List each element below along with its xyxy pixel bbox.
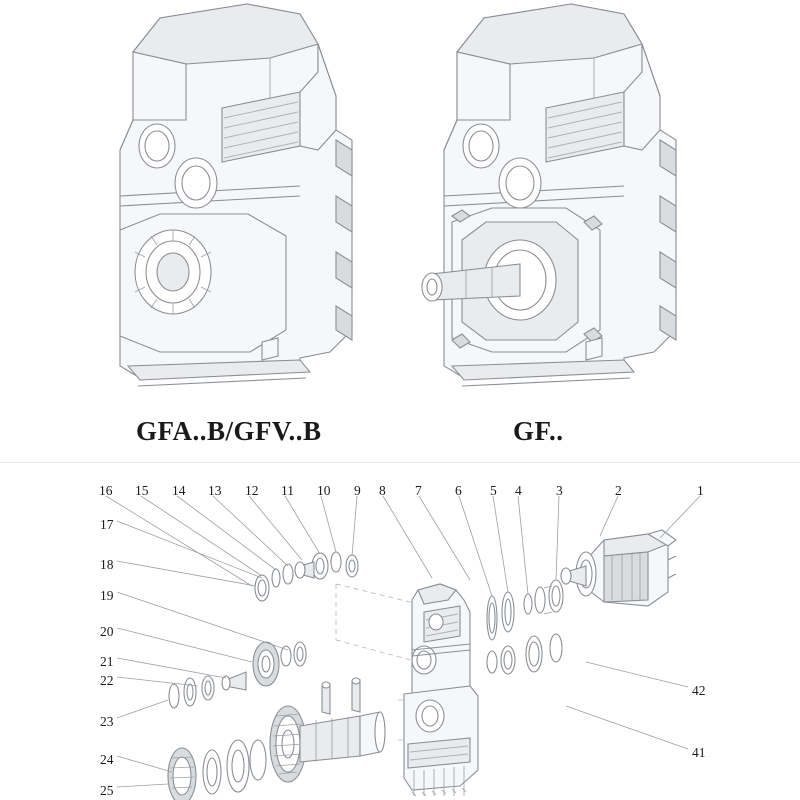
callout-number-top: 5 <box>490 483 497 498</box>
callout-number-right: 41 <box>692 745 706 760</box>
callout-number-top: 14 <box>172 483 186 498</box>
callout-number-left: 25 <box>100 783 114 798</box>
callout-number-top: 12 <box>245 483 259 498</box>
callout-number-top: 1 <box>697 483 704 498</box>
leader-lines-right <box>566 662 688 749</box>
callout-number-top: 3 <box>556 483 563 498</box>
callout-number-right: 42 <box>692 683 706 698</box>
callout-number-top: 13 <box>208 483 222 498</box>
callout-number-top: 15 <box>135 483 149 498</box>
exploded-assembly <box>106 496 700 800</box>
callout-number-top: 6 <box>455 483 462 498</box>
callout-number-left: 24 <box>100 752 114 767</box>
motor-adapter <box>561 530 676 606</box>
housing-exploded <box>404 584 478 796</box>
callout-number-left: 23 <box>100 714 114 729</box>
callout-number-left: 22 <box>100 673 114 688</box>
gearbox-housing-left-view <box>120 4 352 386</box>
section-divider <box>0 462 800 463</box>
callout-number-top: 7 <box>415 483 422 498</box>
callout-number-left: 21 <box>100 654 114 669</box>
callout-number-left: 20 <box>100 624 114 639</box>
caption-right: GF.. <box>513 416 564 446</box>
caption-left: GFA..B/GFV..B <box>136 416 322 446</box>
small-parts-row-mid <box>169 642 306 708</box>
callout-number-left: 19 <box>100 588 114 603</box>
callout-number-top: 8 <box>379 483 386 498</box>
callout-number-top: 11 <box>281 483 294 498</box>
callout-number-top: 4 <box>515 483 522 498</box>
callout-number-top: 16 <box>99 483 113 498</box>
callout-number-left: 17 <box>100 517 114 532</box>
callout-number-top: 9 <box>354 483 361 498</box>
small-parts-row-top <box>255 552 358 601</box>
callout-number-top: 10 <box>317 483 331 498</box>
callout-number-top: 2 <box>615 483 622 498</box>
gearbox-housing-right-view <box>422 4 676 386</box>
ring-set-right <box>487 580 563 674</box>
gear-and-shaft-row <box>168 678 385 800</box>
callout-number-left: 18 <box>100 557 114 572</box>
